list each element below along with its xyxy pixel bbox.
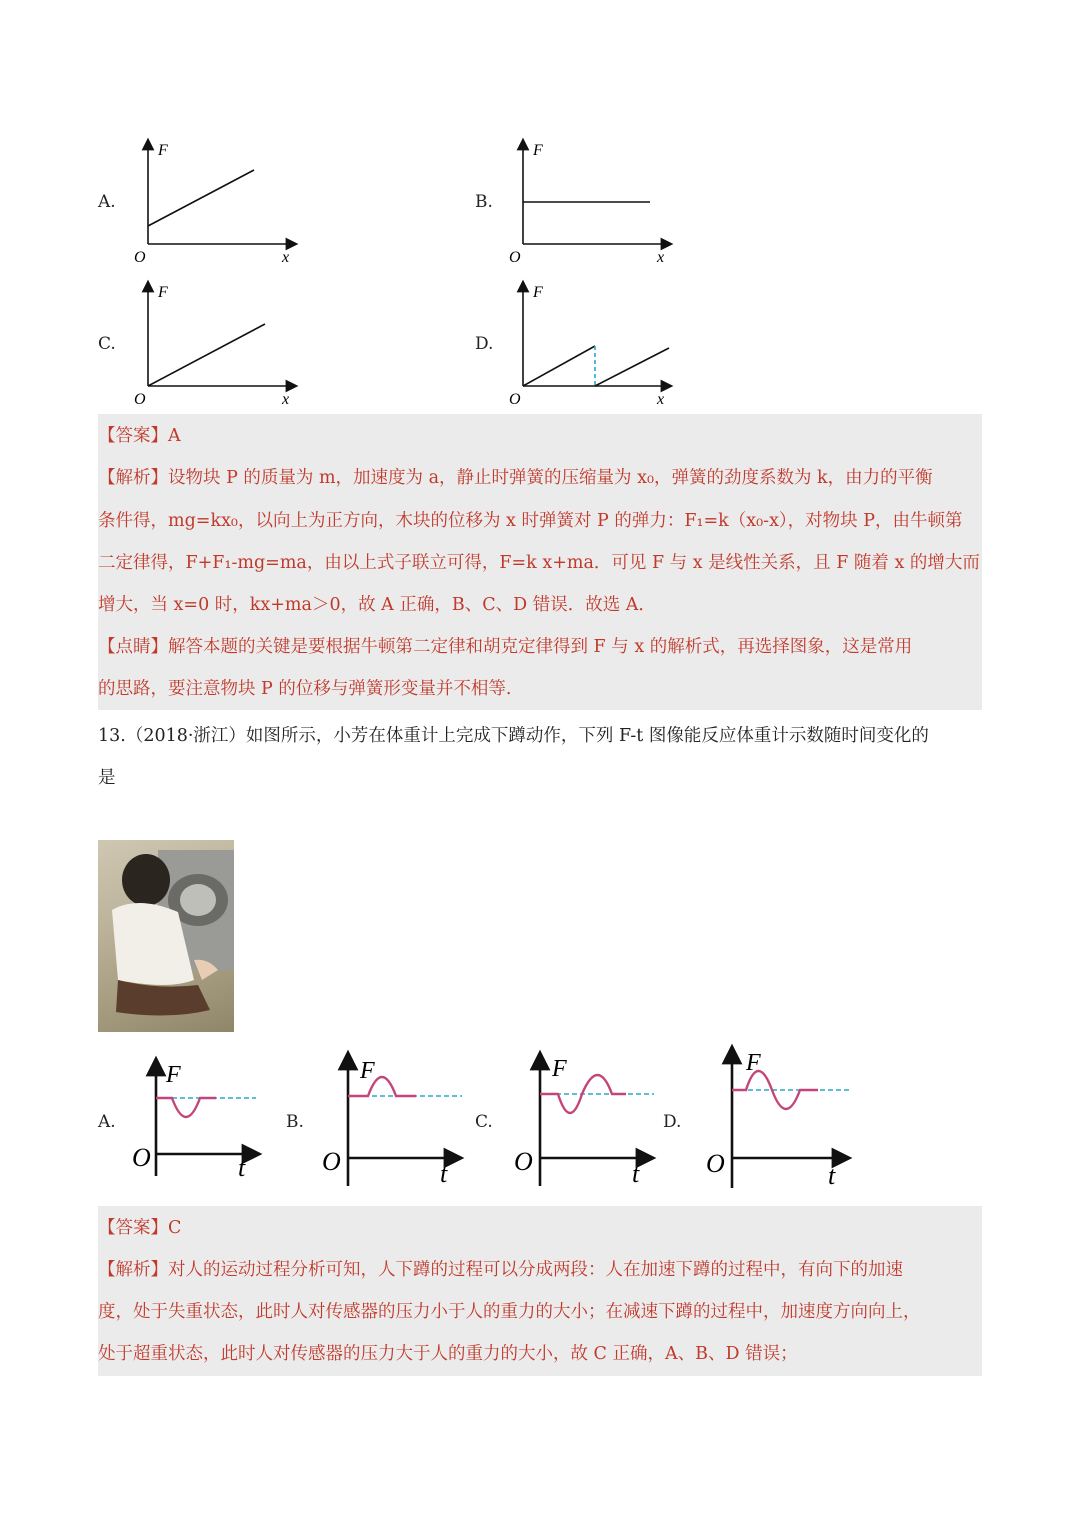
analysis-line-1: 【解析】设物块 P 的质量为 m，加速度为 a，静止时弹簧的压缩量为 x₀，弹簧的劲度系数为 k，由力的平衡: [98, 468, 933, 488]
option-c-label: C.: [98, 334, 116, 354]
graph-c: [128, 280, 308, 410]
answer-line: 【答案】A: [98, 426, 181, 446]
question-13-line-2: 是: [98, 768, 116, 788]
photo-illustration: [98, 840, 234, 1032]
analysis-line-2: 条件得，mg=kx₀，以向上为正方向，木块的位移为 x 时弹簧对 P 的弹力：F₁=k（x₀-x），对物块 P，由牛顿第: [98, 511, 963, 531]
question-13-line-1: 13.（2018·浙江）如图所示，小芳在体重计上完成下蹲动作，下列 F-t 图像能反应体重计示数随时间变化的: [98, 726, 929, 746]
comment-line-2: 的思路，要注意物块 P 的位移与弹簧形变量并不相等.: [98, 679, 512, 699]
svg-text:O: O: [322, 1147, 341, 1176]
option-a-label: A.: [98, 192, 116, 212]
graph-a-line: [148, 170, 254, 226]
graph-d: [503, 280, 683, 410]
answer13-line: 【答案】C: [98, 1218, 182, 1238]
q13-graph-a: [128, 1050, 268, 1185]
option-d-label: D.: [475, 334, 494, 354]
squatting-girl-photo: [98, 840, 234, 1032]
svg-text:F: F: [158, 284, 168, 301]
graph-b: [503, 138, 683, 268]
q13-option-a-label: A.: [98, 1112, 116, 1132]
option-b-label: B.: [475, 192, 493, 212]
answer13-analysis-2: 度，处于失重状态，此时人对传感器的压力小于人的重力的大小；在减速下蹲的过程中，加速度方向向上，: [98, 1302, 921, 1322]
axis-f-label: F: [158, 142, 168, 159]
svg-text:O: O: [132, 1143, 151, 1172]
answer-panel-13: [98, 1206, 982, 1376]
q13-option-c-label: C.: [475, 1112, 493, 1132]
svg-text:x: x: [657, 391, 665, 408]
axis-x-label: x: [282, 249, 290, 266]
svg-text:F: F: [166, 1062, 181, 1088]
svg-text:F: F: [552, 1056, 567, 1082]
svg-text:F: F: [360, 1058, 375, 1084]
q13-graph-c: [512, 1046, 662, 1188]
svg-text:t: t: [440, 1159, 448, 1188]
svg-text:O: O: [514, 1147, 533, 1176]
svg-text:F: F: [533, 142, 543, 159]
svg-text:O: O: [706, 1149, 725, 1178]
svg-text:x: x: [282, 391, 290, 408]
svg-text:O: O: [134, 391, 146, 408]
svg-text:F: F: [746, 1050, 761, 1076]
svg-text:O: O: [509, 249, 521, 266]
answer13-analysis-3: 处于超重状态，此时人对传感器的压力大于人的重力的大小，故 C 正确，A、B、D 错误；: [98, 1344, 798, 1364]
q13-b-curve: [348, 1077, 416, 1096]
analysis-line-3: 二定律得，F+F₁-mg=ma，由以上式子联立可得，F=k x+ma．可见 F 与 x 是线性关系，且 F 随着 x 的增大而: [98, 553, 980, 573]
svg-text:O: O: [509, 391, 521, 408]
q13-graph-b: [320, 1046, 470, 1188]
q13-option-b-label: B.: [286, 1112, 304, 1132]
svg-text:t: t: [632, 1159, 640, 1188]
origin-label: O: [134, 249, 146, 266]
comment-line-1: 【点睛】解答本题的关键是要根据牛顿第二定律和胡克定律得到 F 与 x 的解析式，再选择图象，这是常用: [98, 637, 913, 657]
analysis-line-4: 增大，当 x=0 时，kx+ma＞0，故 A 正确，B、C、D 错误．故选 A．: [98, 595, 656, 615]
svg-text:t: t: [828, 1161, 836, 1190]
svg-text:t: t: [238, 1153, 246, 1182]
q13-graph-d: [704, 1042, 854, 1190]
answer13-analysis-1: 【解析】对人的运动过程分析可知，人下蹲的过程可以分成两段：人在加速下蹲的过程中，有向下的加速: [98, 1260, 903, 1280]
graph-a: [128, 138, 308, 268]
graph-d-line2: [595, 348, 669, 386]
graph-c-line: [148, 324, 265, 386]
answer-panel-12: [98, 414, 982, 710]
q13-a-curve: [156, 1098, 216, 1117]
svg-text:x: x: [657, 249, 665, 266]
q13-option-d-label: D.: [663, 1112, 682, 1132]
graph-d-line1: [523, 346, 595, 386]
svg-text:F: F: [533, 284, 543, 301]
